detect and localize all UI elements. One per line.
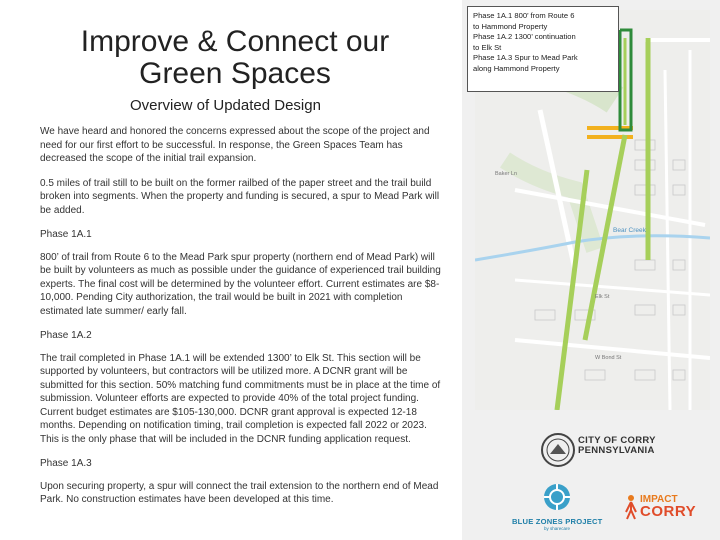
- legend-line: along Hammond Property: [473, 63, 560, 73]
- phase1-paragraph: 800’ of trail from Route 6 to the Mead Park spur property (northern end of Mead Park) will be built by volunteers as much as possible under the guidance of experienced trail building experts. The final cost will be determined by the volunteer effort. Current estimates are $8-10,000. Pending City authorization, the trail would be built in 2021 with completion estimated late summer/ early fall.: [40, 251, 441, 317]
- overview-paragraph: 0.5 miles of trail still to be built on the former railbed of the paper street and the trail build broken into segments. When the property and funding is secured, a spur to Mead Park will be added.: [40, 177, 440, 216]
- legend-line: Phase 1A.3 Spur to Mead Park: [473, 53, 578, 63]
- city-logo-text: [578, 436, 656, 456]
- city-seal-icon: [540, 432, 576, 468]
- map-label-w-bond-st: W Bond St: [595, 355, 622, 361]
- phase3-heading: Phase 1A.3: [40, 458, 92, 469]
- phase3-paragraph: Upon securing property, a spur will connect the trail extension to the northern end of Mead Park. No construction estimates have been developed at this time.: [40, 480, 439, 505]
- legend-line: to Elk St: [473, 42, 502, 52]
- impact-figure-icon: [622, 494, 640, 520]
- blue-zones-name: BLUE ZONES PROJECT: [512, 517, 603, 526]
- legend-line: to Hammond Property: [473, 21, 548, 31]
- city-logo-name: CITY OF CORRY: [578, 435, 656, 446]
- blue-zones-logo: [512, 482, 602, 531]
- impact-corry-logo: [622, 494, 702, 520]
- phase2-heading: Phase 1A.2: [40, 330, 92, 341]
- map-label-bear-creek: Bear Creek: [613, 227, 646, 234]
- page-title: Improve & Connect our Green Spaces: [80, 25, 390, 90]
- legend-line: Phase 1A.2 1300’ continuation: [473, 32, 576, 42]
- blue-zones-sub: by sharecare: [543, 526, 570, 531]
- impact-word: IMPACT: [640, 494, 678, 505]
- legend-line: Phase 1A.1 800’ from Route 6: [473, 11, 575, 20]
- map-legend: [467, 6, 619, 92]
- phase1-heading: Phase 1A.1: [40, 229, 92, 240]
- page-subtitle: Overview of Updated Design: [130, 97, 321, 114]
- phase2-paragraph: The trail completed in Phase 1A.1 will be extended 1300’ to Elk St. This section will be supported by volunteers, but contractors will be utilized more. A DCNR grant will be submitted for this section. 50% matching fund commitments must be in place at the time of submission. Volunteer efforts are expected to provide 40% of the total project funding. Current budget estimates are $105-130,000. DCNR grant approval is expected 12-18 months. Depending on notification timing, trail completion is expected fall 2022 or 2023. This is the only phase that will be included in the DCNR funding application request.: [40, 352, 441, 445]
- map-label-elk-st: Elk St: [595, 294, 610, 300]
- body-text: [40, 125, 445, 518]
- blue-zones-icon: [542, 482, 572, 512]
- city-logo-sub: PENNSYLVANIA: [578, 445, 655, 456]
- intro-paragraph: We have heard and honored the concerns expressed about the scope of the project and need for our first effort to be successful. In response, the Green Spaces Team has decreased the scope of the initial trail expansion.: [40, 126, 430, 164]
- map-label-baker-ln: Baker Ln: [495, 171, 518, 177]
- corry-word: CORRY: [640, 503, 697, 520]
